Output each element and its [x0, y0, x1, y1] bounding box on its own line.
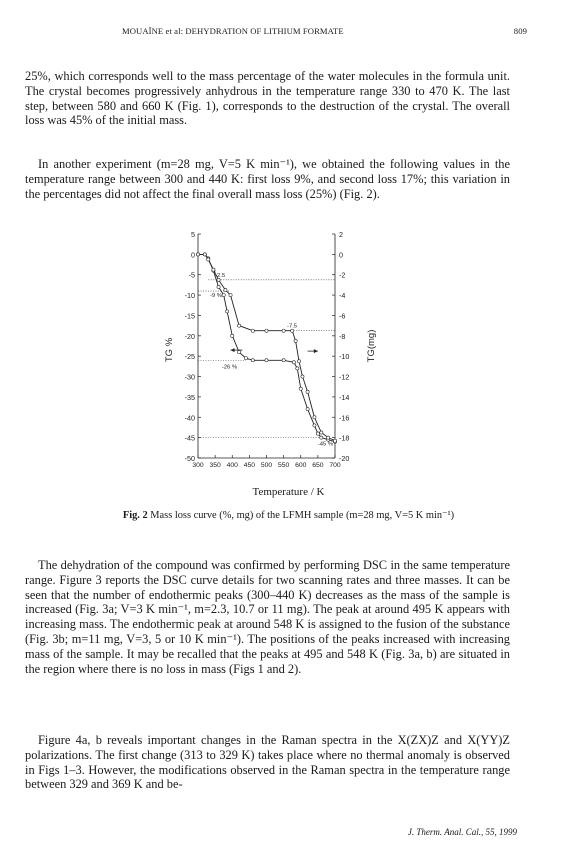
series-point-2	[212, 268, 215, 271]
series-point-1	[251, 359, 254, 362]
series-point-2	[238, 324, 241, 327]
x-tick-label: 350	[209, 462, 221, 469]
series-point-1	[306, 408, 309, 411]
y-tick-label-left: -50	[184, 454, 195, 463]
y-tick-label-right: 0	[339, 250, 343, 260]
y-tick-label-right: -16	[339, 413, 350, 423]
series-point-2	[327, 436, 330, 439]
series-point-2	[294, 339, 297, 342]
running-title: MOUAÏNE et al: DEHYDRATION OF LITHIUM FORMATE	[122, 26, 344, 36]
x-tick-label: 450	[243, 462, 256, 469]
paragraph-2: In another experiment (m=28 mg, V=5 K min⁻¹), we obtained the following values in the temperature range between 300 and 440 K: first loss 9%, and second loss 17%; this variation in the percentages did not affect the final overall mass loss (25%) (Fig. 2).	[25, 157, 510, 201]
y-tick-label-right: -12	[339, 372, 350, 382]
y-tick-label-left: -35	[184, 392, 195, 402]
y-tick-label-left: -15	[184, 311, 195, 321]
running-header	[0, 26, 577, 40]
paragraph-1: 25%, which corresponds well to the mass percentage of the water molecules in the formula unit. The crystal becomes progressively anhydrous in the temperature range 330 to 470 K. The last step, between 580 and 660 K (Fig. 1), corresponds to the destruction of the crystal. The overall loss was 45% of the initial mass.	[25, 69, 510, 128]
annotation-label: -9 %	[209, 293, 222, 300]
y-tick-label-right: -4	[339, 291, 346, 301]
x-tick-label: 550	[277, 462, 290, 469]
series-point-2	[229, 293, 232, 296]
x-tick-label: 500	[260, 462, 273, 469]
y-axis-title-left: TG %	[164, 337, 175, 363]
series-line-2	[198, 254, 335, 440]
y-tick-label-left: 0	[191, 250, 195, 260]
series-point-2	[251, 329, 254, 332]
y-tick-label-left: -40	[184, 413, 195, 423]
series-point-2	[297, 360, 300, 363]
annotation-label: -45 %	[317, 441, 334, 448]
series-point-1	[265, 359, 268, 362]
caption-text: Mass loss curve (%, mg) of the LFMH sample (m=28 mg, V=5 K min⁻¹)	[150, 510, 455, 521]
paragraph-4: Figure 4a, b reveals important changes in the Raman spectra in the X(ZX)Z and X(YY)Z polarizations. The first change (313 to 329 K) takes place where no thermal anomaly is observed in Figs 1–3. However, the modifications observed in the Raman spectra in the temperature range between 329 and 369 K and be-	[25, 733, 510, 792]
series-point-2	[320, 431, 323, 434]
y-tick-label-left: -10	[184, 291, 195, 301]
y-tick-label-left: -25	[184, 352, 195, 362]
y-tick-label-left: 5	[191, 230, 195, 239]
annotation-label: -2.5	[215, 272, 226, 279]
x-tick-label: 650	[312, 462, 324, 469]
page-number: 809	[513, 26, 527, 36]
x-tick-label: 300	[192, 462, 204, 469]
y-axis-title-right: TG(mg)	[366, 329, 377, 363]
annotation-label: -7.5	[287, 323, 298, 330]
series-point-1	[222, 293, 225, 296]
y-tick-label-left: -20	[184, 331, 195, 341]
series-point-2	[224, 288, 227, 291]
series-point-1	[226, 310, 229, 313]
series-point-1	[282, 359, 285, 362]
x-tick-label: 600	[295, 462, 307, 469]
y-tick-label-left: -45	[184, 433, 195, 443]
series-point-1	[231, 334, 234, 337]
figure-caption	[0, 509, 577, 521]
y-tick-label-right: -20	[339, 454, 350, 463]
series-point-2	[301, 375, 304, 378]
arrow-right-head	[314, 349, 318, 353]
series-point-1	[299, 387, 302, 390]
x-tick-label: 400	[226, 462, 238, 469]
series-point-2	[207, 258, 210, 261]
series-point-2	[265, 329, 268, 332]
y-tick-label-right: -2	[339, 270, 346, 280]
arrow-left-head	[231, 348, 235, 352]
caption-label: Fig. 2	[122, 510, 148, 521]
figure-2	[160, 226, 390, 486]
y-tick-label-right: -6	[339, 311, 346, 321]
series-point-1	[244, 357, 247, 360]
x-axis-label: Temperature / K	[252, 486, 325, 498]
series-point-1	[296, 367, 299, 370]
series-point-2	[203, 253, 206, 256]
y-tick-label-right: -10	[339, 352, 350, 362]
series-point-2	[333, 439, 336, 442]
series-point-1	[320, 436, 323, 439]
tg-chart	[160, 226, 390, 486]
annotation-label: -26 %	[221, 364, 238, 371]
y-tick-label-right: -8	[339, 331, 346, 341]
series-point-2	[306, 390, 309, 393]
y-tick-label-left: -5	[188, 270, 195, 280]
y-tick-label-right: 2	[339, 230, 343, 239]
series-point-2	[313, 416, 316, 419]
x-tick-label: 700	[329, 462, 341, 469]
series-point-2	[196, 253, 199, 256]
series-point-1	[217, 285, 220, 288]
y-tick-label-left: -30	[184, 372, 195, 382]
journal-footer: J. Therm. Anal. Cal., 55, 1999	[407, 827, 517, 837]
paragraph-3: The dehydration of the compound was confirmed by performing DSC in the same temperature range. Figure 3 reports the DSC curve details for two scanning rates and three masses. It can be seen that the number of endothermic peaks (300–440 K) decreases as the mass of the sample is increased (Fig. 3a; V=3 K min⁻¹, m=2.3, 10.7 or 11 mg). The peak at around 495 K appears with increasing mass. The endothermic peak at around 548 K is assigned to the fusion of the substance (Fig. 3b; m=11 mg, V=3, 5 or 10 K min⁻¹). The positions of the peaks increased with increasing mass of the sample. It may be recalled that the peaks at 495 and 548 K (Fig. 3a, b) are situated in the region where there is no loss in mass (Figs 1 and 2).	[25, 558, 510, 676]
series-point-1	[238, 351, 241, 354]
series-point-1	[292, 361, 295, 364]
y-tick-label-right: -14	[339, 392, 350, 402]
series-point-1	[313, 424, 316, 427]
y-tick-label-right: -18	[339, 433, 350, 443]
series-point-1	[316, 432, 319, 435]
series-line-1	[198, 254, 335, 441]
series-point-2	[282, 329, 285, 332]
